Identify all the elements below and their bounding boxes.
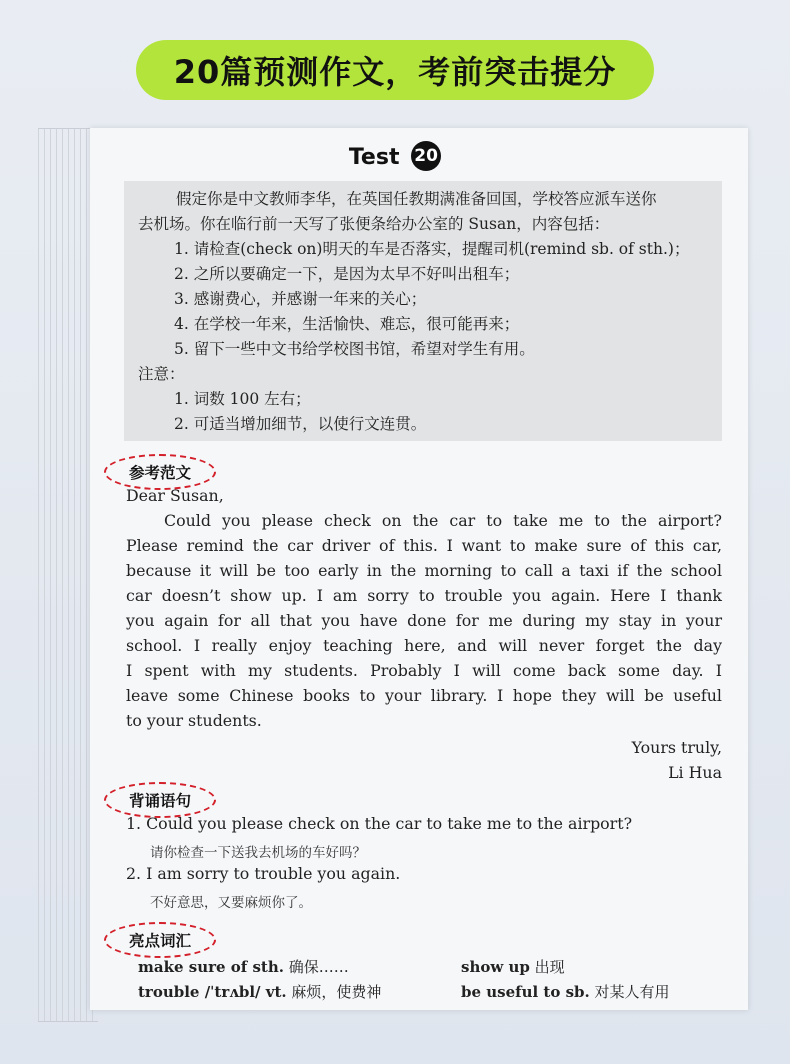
test-number-badge: 20 bbox=[411, 141, 441, 171]
vocab-entry bbox=[461, 956, 565, 977]
vocab-meaning: 对某人有用 bbox=[594, 983, 670, 1001]
recite-translation: 请你检查一下送我去机场的车好吗？ bbox=[150, 845, 366, 861]
note-item: 1. 词数 100 左右； bbox=[174, 390, 311, 408]
essay-line: Could you please check on the car to take me to the airport? bbox=[164, 511, 722, 530]
vocab-entry bbox=[461, 981, 670, 1002]
vocab-entry bbox=[138, 981, 381, 1002]
vocab-meaning: 麻烦，使费神 bbox=[291, 983, 382, 1001]
vocab-term: be useful to sb. bbox=[461, 983, 590, 1001]
recite-sentence: 2. I am sorry to trouble you again. bbox=[126, 864, 401, 883]
prompt-intro-line: 去机场。你在临行前一天写了张便条给办公室的 Susan，内容包括： bbox=[138, 215, 610, 233]
recite-translation: 不好意思，又要麻烦你了。 bbox=[150, 895, 312, 911]
essay-closing: Yours truly, bbox=[631, 738, 722, 757]
essay-line: because it will be too early in the morning to call a taxi if the school bbox=[126, 561, 722, 580]
essay-line: Please remind the car driver of this. I want to make sure of this car, bbox=[126, 536, 722, 555]
essay-line: car doesn’t show up. I am sorry to trouble you again. Here I thank bbox=[126, 586, 722, 605]
test-title bbox=[0, 143, 790, 173]
essay-line: leave some Chinese books to your library. I hope they will be useful bbox=[126, 686, 722, 705]
vocab-term: trouble /ˈtrʌbl/ vt. bbox=[138, 983, 287, 1001]
essay-line: I spent with my students. Probably I will come back some day. I bbox=[126, 661, 722, 680]
essay-line: school. I really enjoy teaching here, and will never forget the day bbox=[126, 636, 722, 655]
prompt-item: 2. 之所以要确定一下，是因为太早不好叫出租车； bbox=[174, 265, 520, 283]
prompt-item: 3. 感谢费心，并感谢一年来的关心； bbox=[174, 290, 427, 308]
essay-line: you again for all that you have done for me during my stay in your bbox=[126, 611, 722, 630]
essay-signature: Li Hua bbox=[668, 763, 722, 782]
essay-line: to your students. bbox=[126, 711, 262, 730]
prompt-item: 5. 留下一些中文书给学校图书馆，希望对学生有用。 bbox=[174, 340, 535, 358]
section-tag-sample-essay: 参考范文 bbox=[104, 454, 216, 490]
vocab-term: show up bbox=[461, 958, 530, 976]
prompt-item: 1. 请检查(check on)明天的车是否落实，提醒司机(remind sb. of sth.)； bbox=[174, 240, 690, 258]
recite-sentence: 1. Could you please check on the car to take me to the airport? bbox=[126, 814, 633, 833]
section-tag-recite: 背诵语句 bbox=[104, 782, 216, 818]
sample-essay bbox=[126, 486, 722, 786]
essay-greeting: Dear Susan, bbox=[126, 486, 224, 505]
vocab-term: make sure of sth. bbox=[138, 958, 284, 976]
prompt-intro-line: 假定你是中文教师李华，在英国任教期满准备回国，学校答应派车送你 bbox=[176, 190, 657, 208]
vocab-entry bbox=[138, 956, 349, 977]
note-item: 2. 可适当增加细节，以使行文连贯。 bbox=[174, 415, 427, 433]
vocab-meaning: 确保…… bbox=[288, 958, 349, 976]
section-tag-highlight-vocab: 亮点词汇 bbox=[104, 922, 216, 958]
notes-label: 注意： bbox=[138, 365, 185, 383]
prompt-box bbox=[124, 181, 722, 441]
page-stack-edge bbox=[38, 128, 98, 1022]
promo-banner: 20篇预测作文，考前突击提分 bbox=[136, 40, 654, 100]
vocab-meaning: 出现 bbox=[534, 958, 565, 976]
test-label: Test bbox=[348, 145, 400, 170]
prompt-item: 4. 在学校一年来，生活愉快、难忘，很可能再来； bbox=[174, 315, 520, 333]
